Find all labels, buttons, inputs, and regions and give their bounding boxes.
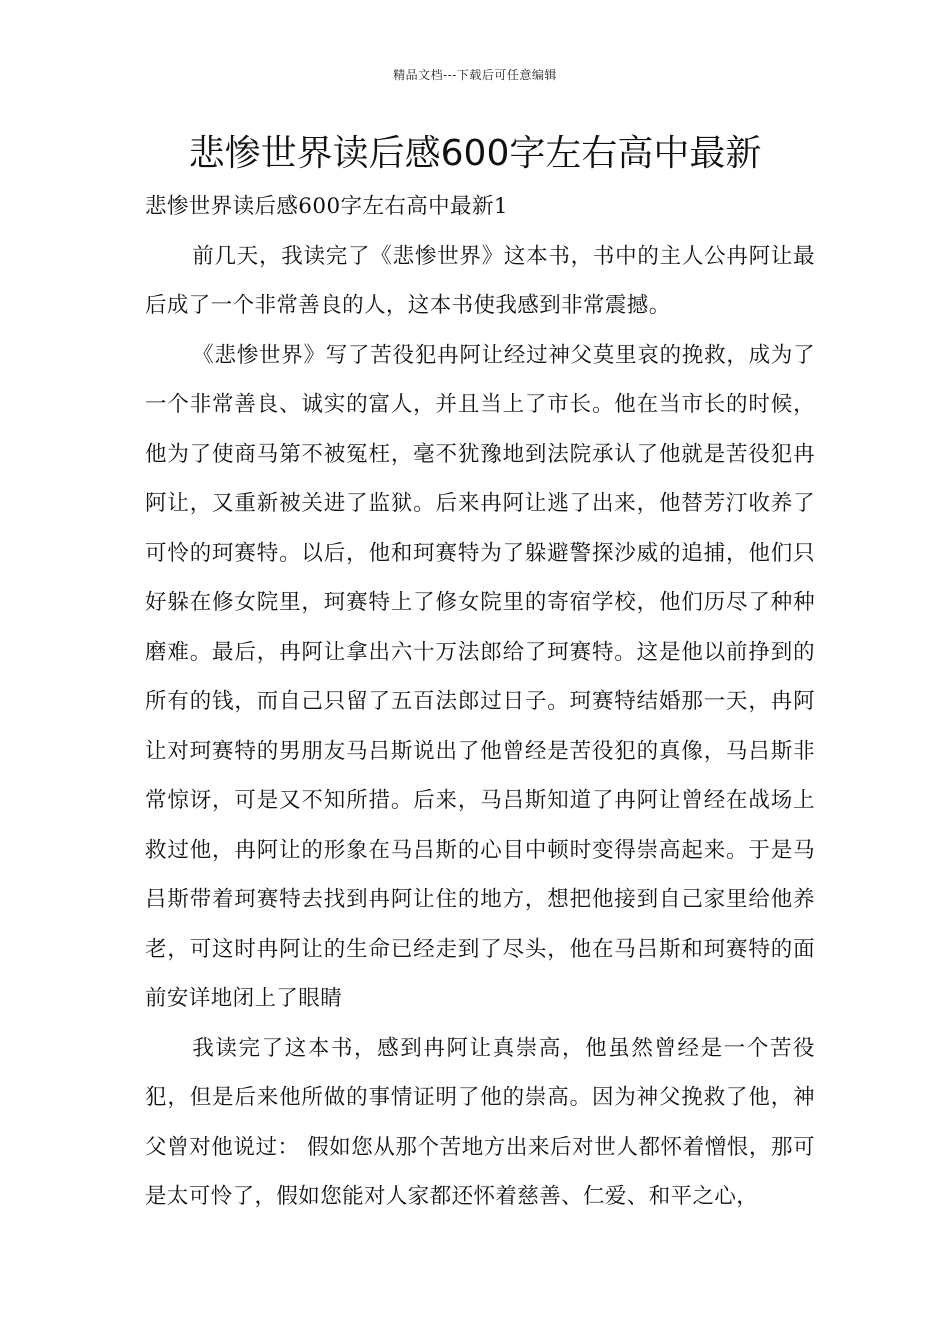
document-title: 悲惨世界读后感600字左右高中最新 [188, 133, 762, 174]
document-subtitle: 悲惨世界读后感600字左右高中最新1 [145, 194, 508, 219]
document-body [145, 182, 815, 1222]
header-note: 精品文档---下载后可任意编辑 [393, 68, 557, 82]
paragraph-1: 前几天，我读完了《悲惨世界》这本书，书中的主人公冉阿让最后成了一个非常善良的人，这本书使我感到非常震撼。 [145, 243, 815, 318]
paragraph-3: 我读完了这本书，感到冉阿让真崇高，他虽然曾经是一个苦役犯，但是后来他所做的事情证明了他的崇高。因为神父挽救了他，神父曾对他说过： 假如您从那个苦地方出来后对世人都怀着憎恨，那可是太可怜了，假如您能对人家都还怀着慈善、仁爱、和平之心， [145, 1035, 815, 1209]
paragraph-2: 《悲惨世界》写了苦役犯冉阿让经过神父莫里哀的挽救，成为了一个非常善良、诚实的富人，并且当上了市长。他在当市长的时候，他为了使商马第不被冤枉，毫不犹豫地到法院承认了他就是苦役犯冉阿让，又重新被关进了监狱。后来冉阿让逃了出来，他替芳汀收养了可怜的珂赛特。以后，他和珂赛特为了躲避警探沙威的追捕，他们只好躲在修女院里，珂赛特上了修女院里的寄宿学校，他们历尽了种种磨难。最后，冉阿让拿出六十万法郎给了珂赛特。这是他以前挣到的所有的钱，而自己只留了五百法郎过日子。珂赛特结婚那一天，冉阿让对珂赛特的男朋友马吕斯说出了他曾经是苦役犯的真像，马吕斯非常惊讶，可是又不知所措。后来，马吕斯知道了冉阿让曾经在战场上救过他，冉阿让的形象在马吕斯的心目中顿时变得崇高起来。于是马吕斯带着珂赛特去找到冉阿让住的地方，想把他接到自己家里给他养老，可这时冉阿让的生命已经走到了尽头，他在马吕斯和珂赛特的面前安详地闭上了眼睛 [145, 342, 815, 1011]
